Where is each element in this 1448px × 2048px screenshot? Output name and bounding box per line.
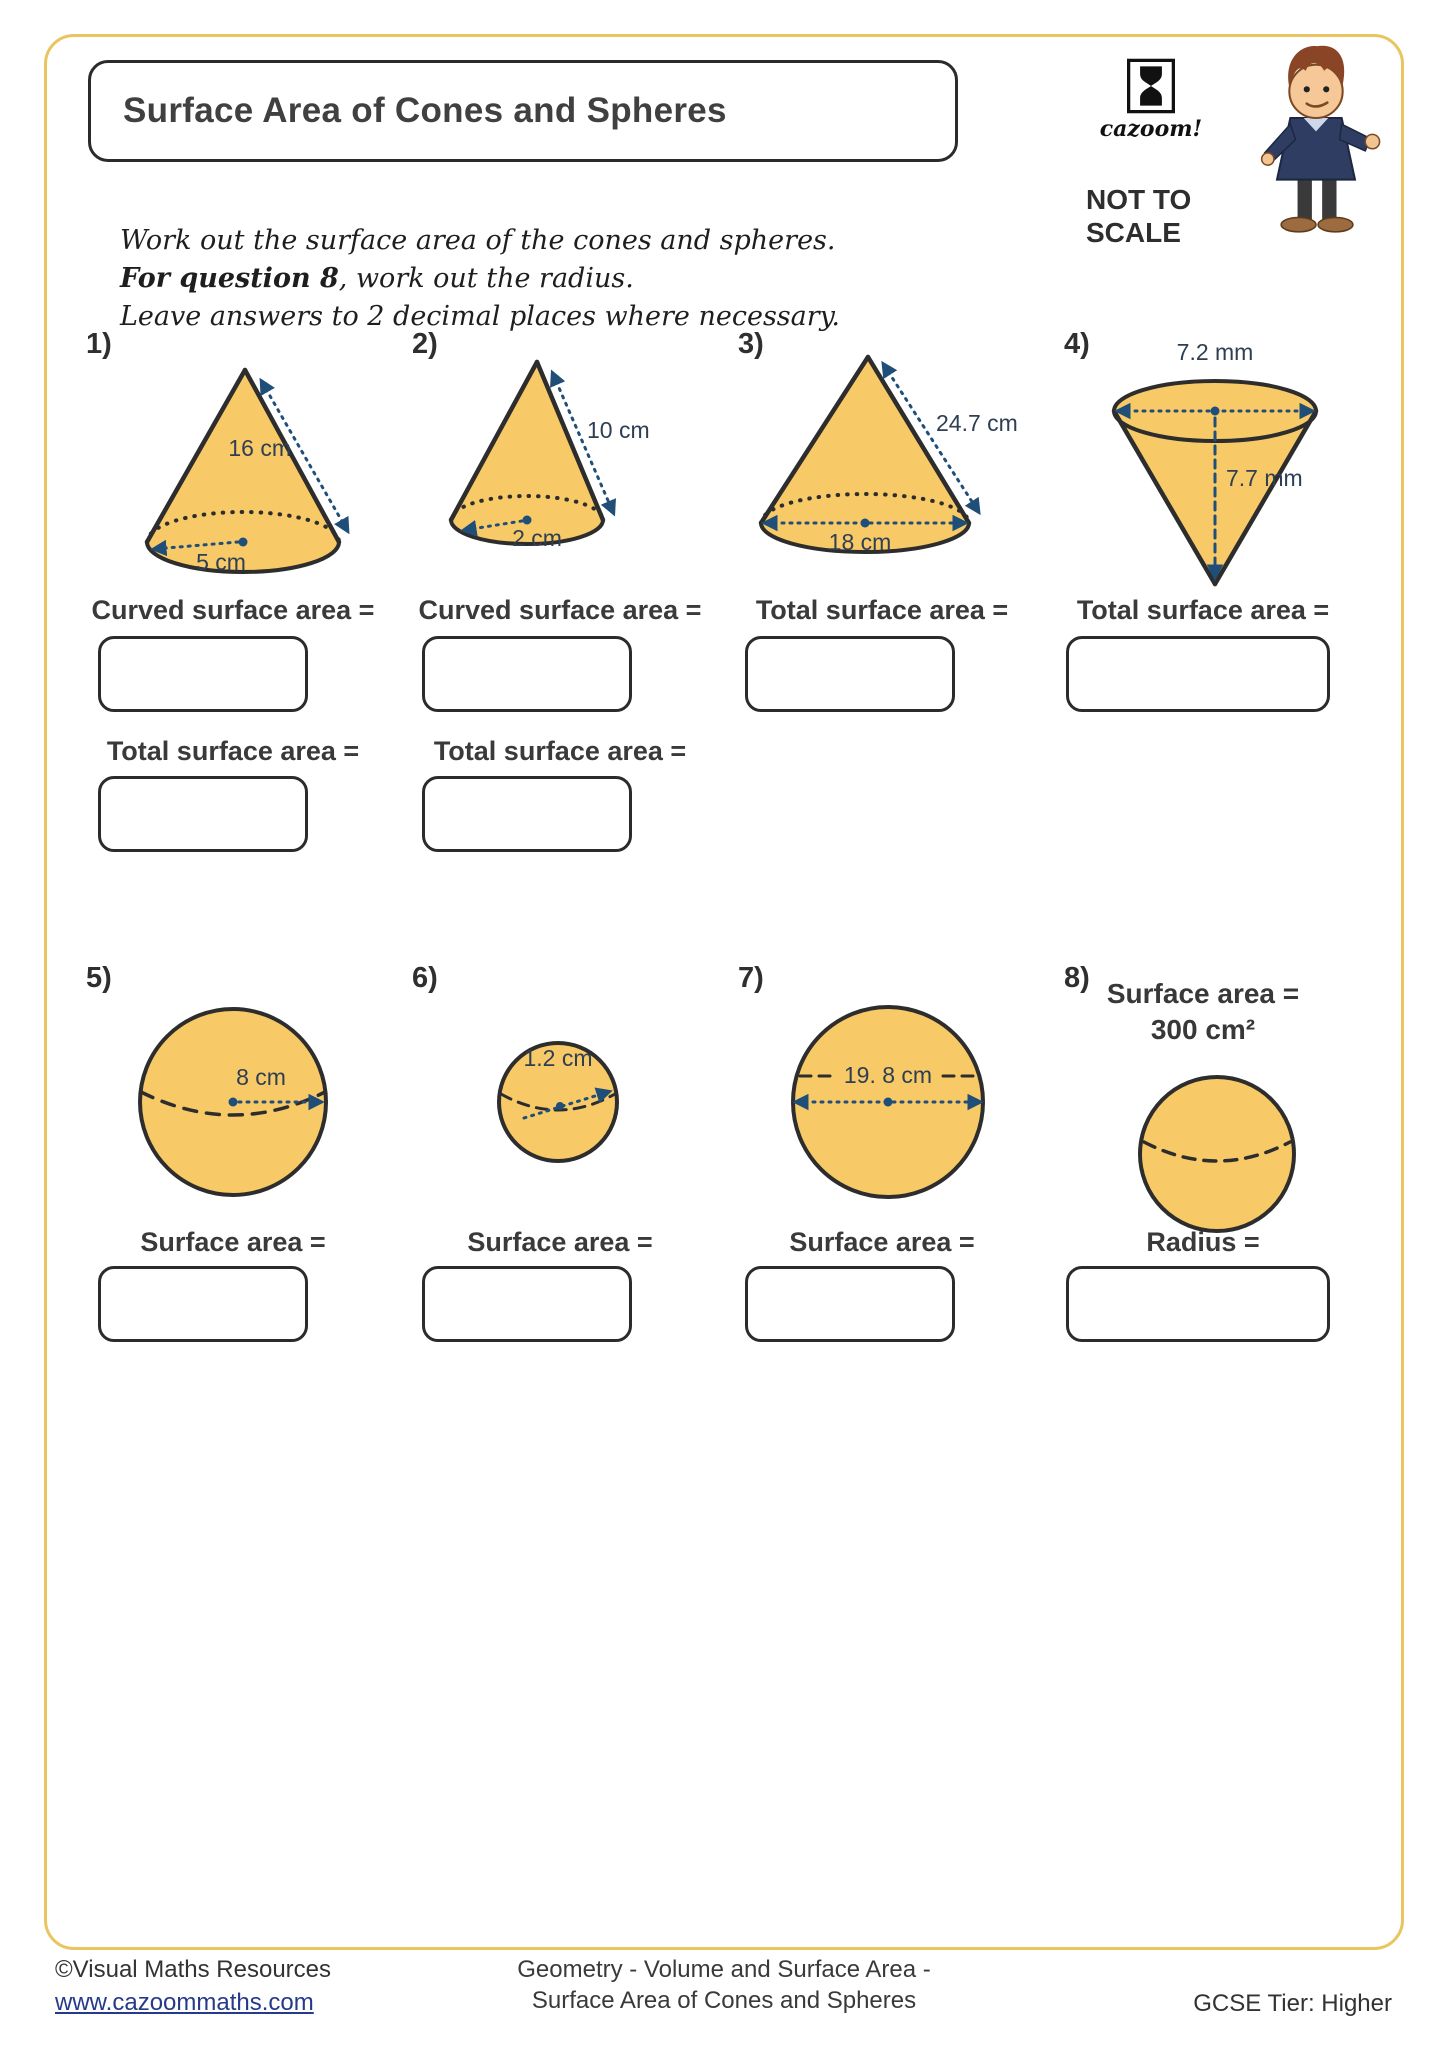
label-q1-total: Total surface area = [106, 736, 360, 766]
footer-left [55, 1956, 331, 2017]
answer-box-q1-total[interactable] [98, 776, 308, 852]
q8-given-value: 300 cm² [1150, 1014, 1256, 1046]
cazoom-logo-text: cazoom! [1099, 116, 1203, 142]
answer-box-q3-total[interactable] [745, 636, 955, 712]
radius-dimension-label: 8 cm [236, 1064, 286, 1090]
instruction-line-1: Work out the surface area of the cones and spheres. [120, 225, 836, 256]
diameter-dimension-label: 18 cm [828, 529, 892, 555]
label-q3-total: Total surface area = [755, 595, 1009, 625]
answer-box-q4-total[interactable] [1066, 636, 1330, 712]
question-number-3: 3) [738, 328, 764, 360]
cazoom-logo-icon [1127, 58, 1175, 114]
cone-figure-q2 [415, 350, 655, 565]
center-dot [523, 516, 532, 525]
mascot-shoe [1318, 217, 1353, 231]
not-to-scale-note: NOT TO SCALE [1086, 184, 1192, 249]
question-number-7: 7) [738, 962, 764, 994]
label-q8-radius: Radius = [1146, 1227, 1260, 1257]
center-dot [1211, 407, 1220, 416]
cone-figure-q3 [730, 345, 1030, 570]
footer-website-link[interactable]: www.cazoommaths.com [55, 1989, 314, 2016]
answer-box-q2-total[interactable] [422, 776, 632, 852]
footer-topic-line-2: Surface Area of Cones and Spheres [531, 1987, 917, 2015]
mascot-eye [1323, 86, 1329, 92]
label-q6-surface: Surface area = [467, 1227, 653, 1257]
slant-dimension-label: 10 cm [587, 417, 650, 443]
top-diameter-dimension-label: 7.2 mm [1176, 339, 1254, 365]
cone-body-fill [761, 357, 969, 523]
mascot-shoe [1281, 217, 1316, 231]
sphere-figure-q6 [478, 1022, 638, 1182]
mascot-boy-illustration [1232, 38, 1400, 238]
question-number-2: 2) [412, 328, 438, 360]
question-number-5: 5) [86, 962, 112, 994]
instructions [120, 222, 900, 336]
diameter-dimension-label: 19. 8 cm [843, 1062, 933, 1088]
mascot-hand [1262, 153, 1274, 165]
center-dot [239, 538, 248, 547]
question-number-6: 6) [412, 962, 438, 994]
mascot-leg [1322, 177, 1336, 220]
cazoom-logo [1086, 58, 1216, 168]
question-number-8: 8) [1064, 962, 1090, 994]
center-dot [884, 1098, 893, 1107]
label-q2-total: Total surface area = [433, 736, 687, 766]
sphere-body [1140, 1077, 1294, 1231]
q8-given-text [1038, 976, 1368, 1049]
answer-box-q8-radius[interactable] [1066, 1266, 1330, 1342]
center-dot [229, 1098, 238, 1107]
mascot-face [1289, 65, 1342, 118]
page-title: Surface Area of Cones and Spheres [123, 91, 727, 130]
footer-copyright: ©Visual Maths Resources [55, 1956, 332, 1983]
answer-box-q5-surface[interactable] [98, 1266, 308, 1342]
q8-given-label: Surface area = [1106, 978, 1300, 1009]
question-number-4: 4) [1064, 328, 1090, 360]
question-number-1: 1) [86, 328, 112, 360]
slant-dimension-label: 24.7 cm [936, 410, 1018, 436]
mascot-eye [1304, 86, 1310, 92]
answer-box-q1-curved[interactable] [98, 636, 308, 712]
answer-box-q2-curved[interactable] [422, 636, 632, 712]
cone-figure-q4 [1068, 336, 1358, 601]
height-dimension-label: 7.7 mm [1226, 465, 1303, 491]
mascot-hand [1365, 134, 1379, 148]
answer-box-q6-surface[interactable] [422, 1266, 632, 1342]
label-q1-curved: Curved surface area = [91, 595, 375, 625]
mascot-leg [1298, 177, 1312, 220]
radius-dimension-label: 5 cm [196, 549, 246, 575]
sphere-figure-q7 [773, 990, 1003, 1215]
worksheet-title-box [88, 60, 958, 162]
label-q2-curved: Curved surface area = [418, 595, 702, 625]
radius-dimension-label: 2 cm [512, 525, 562, 551]
instruction-line-2: For question 8, work out the radius. [120, 263, 634, 294]
radius-dimension-label: 1.2 cm [523, 1045, 593, 1071]
footer-topic-line-1: Geometry - Volume and Surface Area - [517, 1956, 931, 1983]
cone-figure-q1 [95, 352, 365, 587]
label-q4-total: Total surface area = [1076, 595, 1330, 625]
footer-tier: GCSE Tier: Higher [1193, 1990, 1392, 2017]
sphere-figure-q5 [118, 990, 348, 1215]
instruction-line-3: Leave answers to 2 decimal places where necessary. [120, 301, 840, 332]
footer-center [404, 1954, 1044, 2016]
answer-box-q7-surface[interactable] [745, 1266, 955, 1342]
slant-dimension-label: 16 cm [228, 435, 291, 461]
label-q7-surface: Surface area = [789, 1227, 975, 1257]
sphere-figure-q8 [1122, 1064, 1312, 1244]
label-q5-surface: Surface area = [140, 1227, 326, 1257]
center-dot [861, 519, 870, 528]
